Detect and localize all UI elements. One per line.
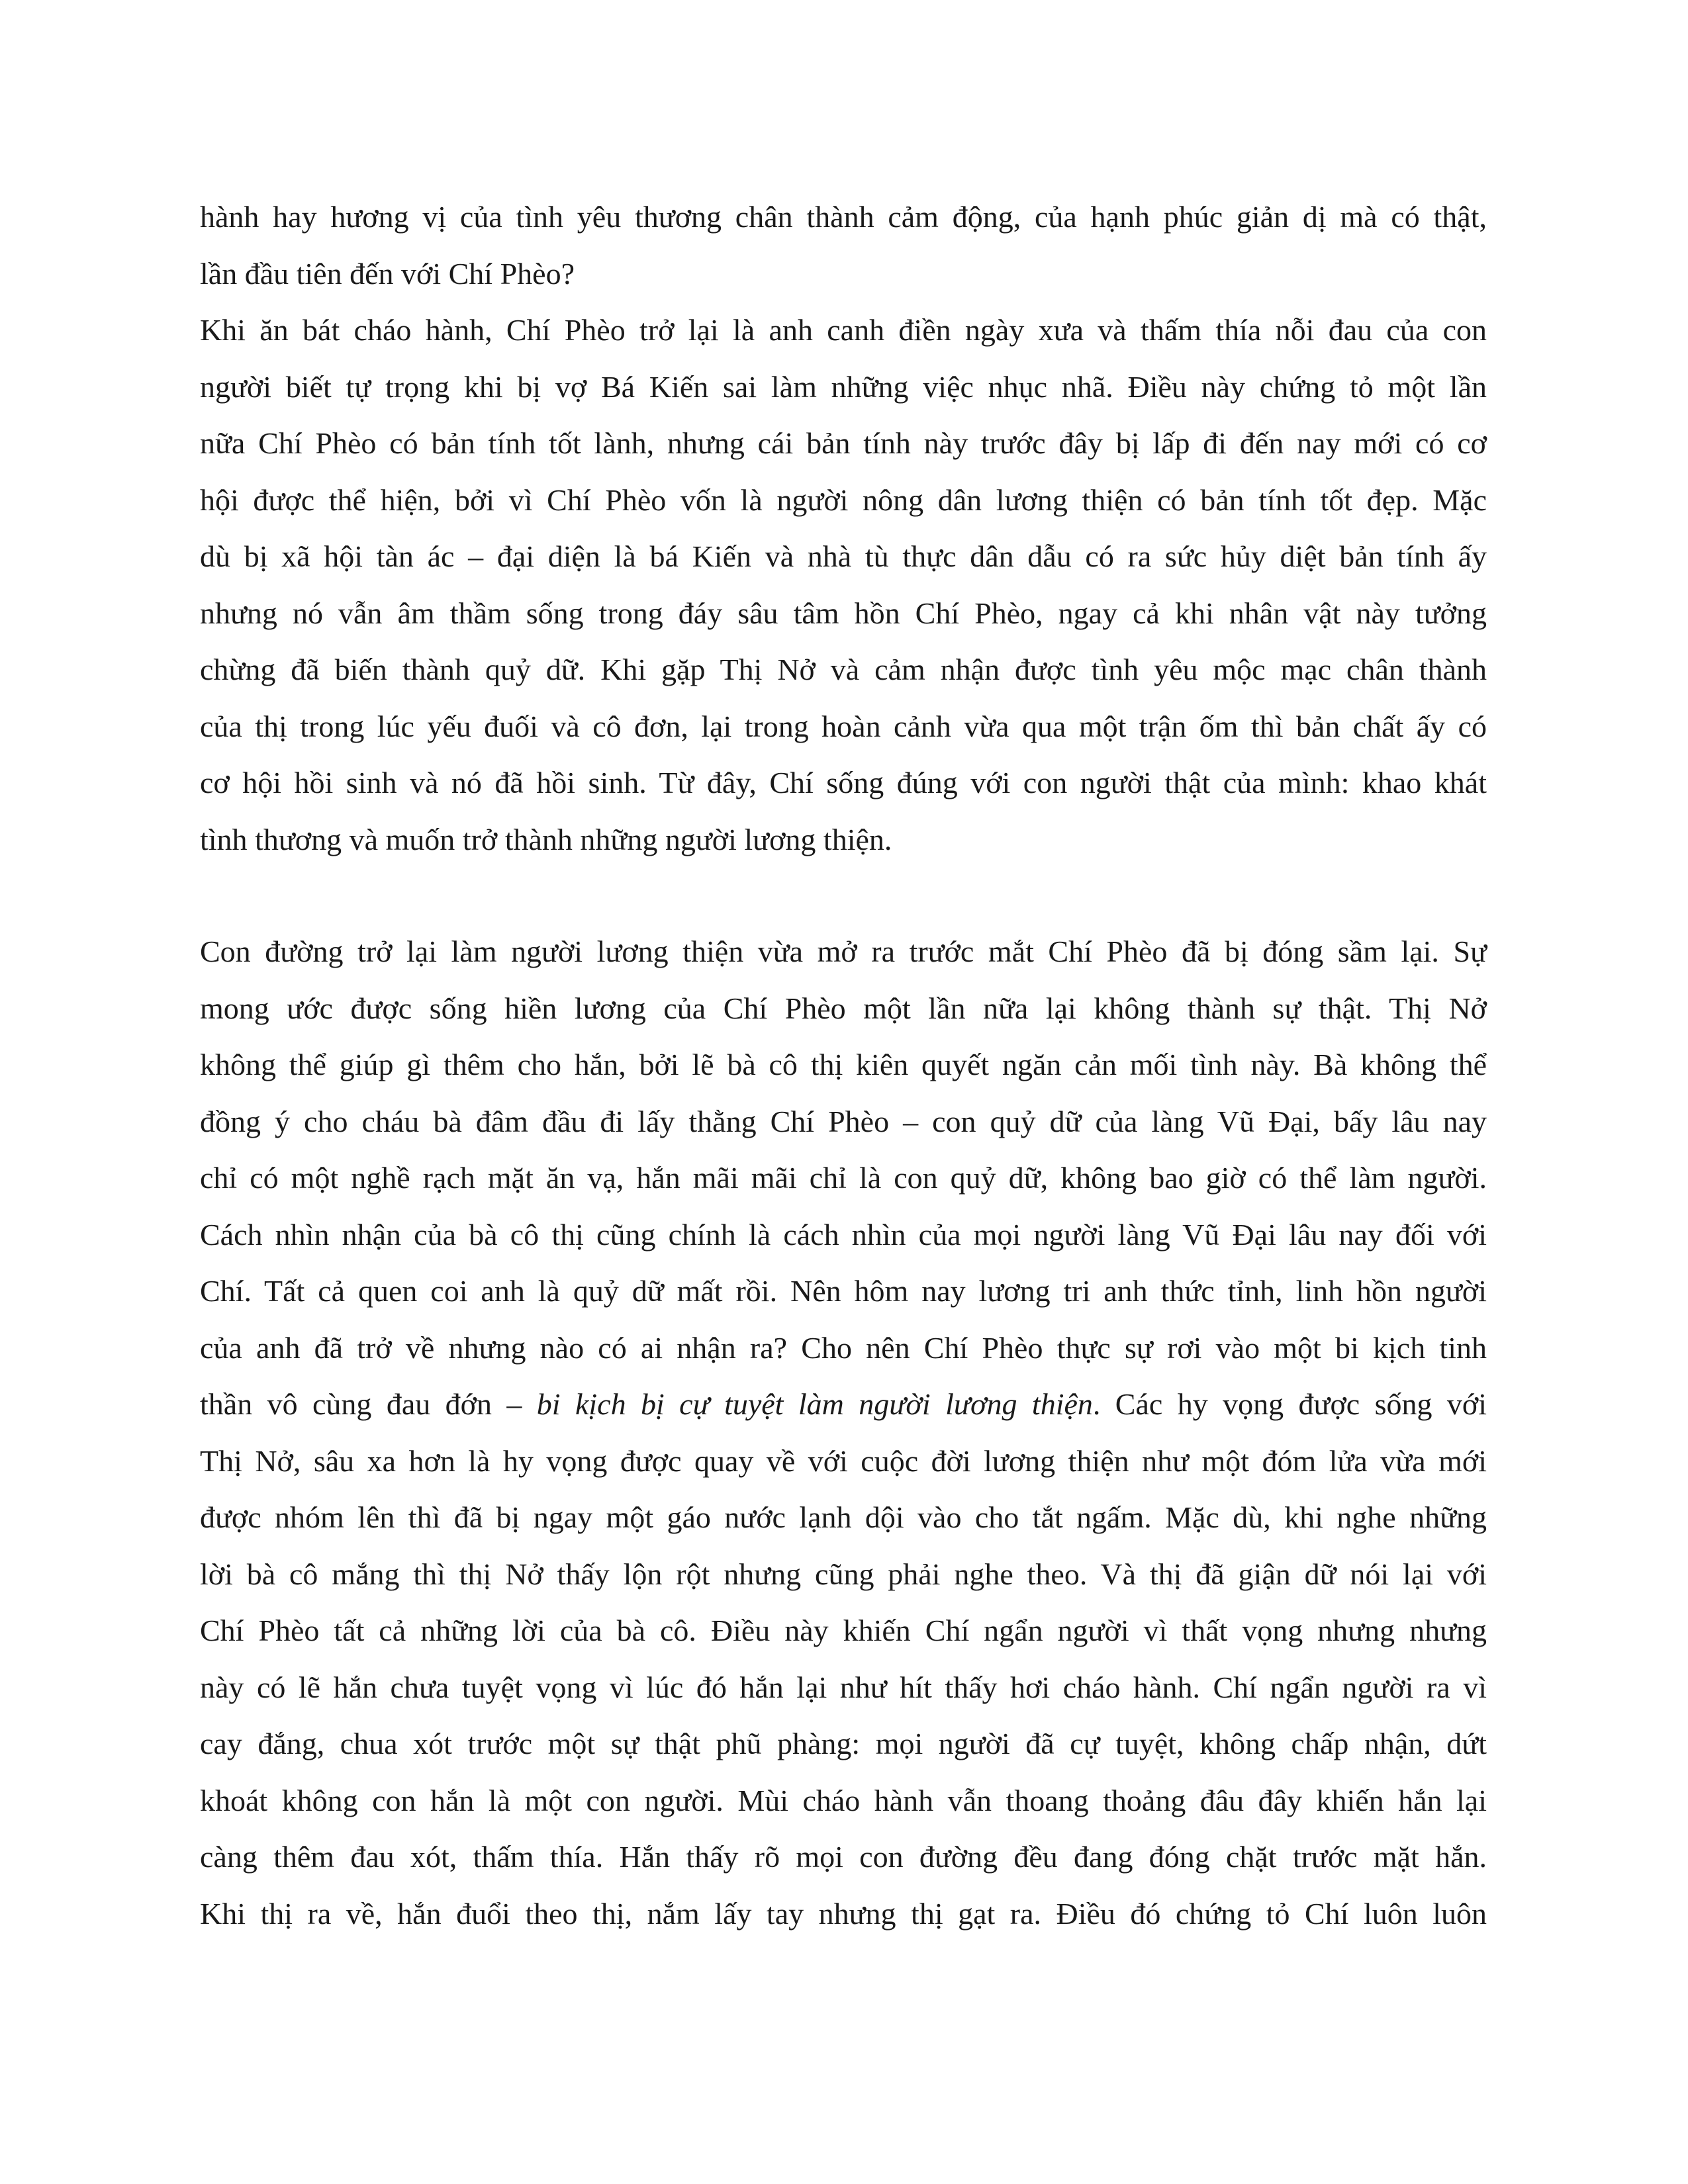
text-line: Khi ăn bát cháo hành, Chí Phèo trở lại là anh canh điền ngày xưa và thấm thía nỗi đau của con	[200, 313, 1487, 347]
text-line: cay đắng, chua xót trước một sự thật phũ phàng: mọi người đã cự tuyệt, không chấp nhận, dứt	[200, 1727, 1487, 1760]
text-line: của thị trong lúc yếu đuối và cô đơn, lại trong hoàn cảnh vừa qua một trận ốm thì bản chất ấy có	[200, 709, 1487, 743]
text-line: lần đầu tiên đến với Chí Phèo?	[200, 256, 575, 291]
text-line: Cách nhìn nhận của bà cô thị cũng chính là cách nhìn của mọi người làng Vũ Đại lâu nay đối với	[200, 1217, 1487, 1251]
text-line: dù bị xã hội tàn ác – đại diện là bá Kiến và nhà tù thực dân dẫu có ra sức hủy diệt bản tính ấy	[200, 539, 1487, 573]
text-line: càng thêm đau xót, thấm thía. Hắn thấy rõ mọi con đường đều đang đóng chặt trước mặt hắn.	[200, 1840, 1487, 1874]
text-line: Chí Phèo tất cả những lời của bà cô. Điều này khiến Chí ngẩn người vì thất vọng nhưng nhưng	[200, 1614, 1487, 1647]
text-segment: thần vô cùng đau đớn –	[200, 1387, 537, 1421]
text-line: lời bà cô mắng thì thị Nở thấy lộn rột nhưng cũng phải nghe theo. Và thị đã giận dữ nói lại với	[200, 1557, 1487, 1591]
text-segment: . Các hy vọng được sống với	[1092, 1387, 1487, 1421]
text-line: đồng ý cho cháu bà đâm đầu đi lấy thằng Chí Phèo – con quỷ dữ của làng Vũ Đại, bấy lâu nay	[200, 1104, 1487, 1138]
text-line: Con đường trở lại làm người lương thiện vừa mở ra trước mắt Chí Phèo đã bị đóng sầm lại. Sự	[200, 934, 1487, 968]
text-line: nhưng nó vẫn âm thầm sống trong đáy sâu tâm hồn Chí Phèo, ngay cả khi nhân vật này tưởng	[200, 596, 1487, 630]
text-line: chừng đã biến thành quỷ dữ. Khi gặp Thị Nở và cảm nhận được tình yêu mộc mạc chân thành	[200, 653, 1487, 686]
text-line: Chí. Tất cả quen coi anh là quỷ dữ mất rồi. Nên hôm nay lương tri anh thức tỉnh, linh hồn người	[200, 1274, 1487, 1308]
text-line: chỉ có một nghề rạch mặt ăn vạ, hắn mãi mãi chỉ là con quỷ dữ, không bao giờ có thể làm người.	[200, 1161, 1487, 1195]
text-line: không thể giúp gì thêm cho hắn, bởi lẽ bà cô thị kiên quyết ngăn cản mối tình này. Bà không thể	[200, 1048, 1487, 1081]
text-line: hội được thể hiện, bởi vì Chí Phèo vốn là người nông dân lương thiện có bản tính tốt đẹp. Mặc	[200, 482, 1487, 517]
text-line: Khi thị ra về, hắn đuổi theo thị, nắm lấy tay nhưng thị gạt ra. Điều đó chứng tỏ Chí luôn luôn	[200, 1896, 1487, 1931]
text-line: cơ hội hồi sinh và nó đã hồi sinh. Từ đây, Chí sống đúng với con người thật của mình: khao khát	[200, 766, 1487, 799]
text-line: mong ước được sống hiền lương của Chí Phèo một lần nữa lại không thành sự thật. Thị Nở	[200, 991, 1487, 1025]
text-line: Thị Nở, sâu xa hơn là hy vọng được quay về với cuộc đời lương thiện như một đóm lửa vừa mới	[200, 1443, 1487, 1478]
paragraph-1	[200, 189, 1487, 868]
text-line: người biết tự trọng khi bị vợ Bá Kiến sai làm những việc nhục nhã. Điều này chứng tỏ một lần	[200, 369, 1487, 404]
text-line: nữa Chí Phèo có bản tính tốt lành, nhưng cái bản tính này trước đây bị lấp đi đến nay mới có cơ	[200, 426, 1487, 460]
text-line: này có lẽ hắn chưa tuyệt vọng vì lúc đó hắn lại như hít thấy hơi cháo hành. Chí ngẩn người ra vì	[200, 1670, 1487, 1704]
text-line: khoát không con hắn là một con người. Mùi cháo hành vẫn thoang thoảng đâu đây khiến hắn lại	[200, 1783, 1487, 1817]
paragraph-2	[200, 923, 1487, 1942]
text-line: của anh đã trở về nhưng nào có ai nhận ra? Cho nên Chí Phèo thực sự rơi vào một bi kịch tinh	[200, 1330, 1487, 1365]
italic-emphasis: bi kịch bị cự tuyệt làm người lương thiện	[536, 1387, 1093, 1421]
text-line: hành hay hương vị của tình yêu thương chân thành cảm động, của hạnh phúc giản dị mà có thật,	[200, 200, 1487, 234]
text-line: được nhóm lên thì đã bị ngay một gáo nước lạnh dội vào cho tắt ngấm. Mặc dù, khi nghe những	[200, 1500, 1487, 1534]
text-line-with-italic	[200, 1376, 1487, 1433]
text-line: tình thương và muốn trở thành những người lương thiện.	[200, 822, 892, 856]
